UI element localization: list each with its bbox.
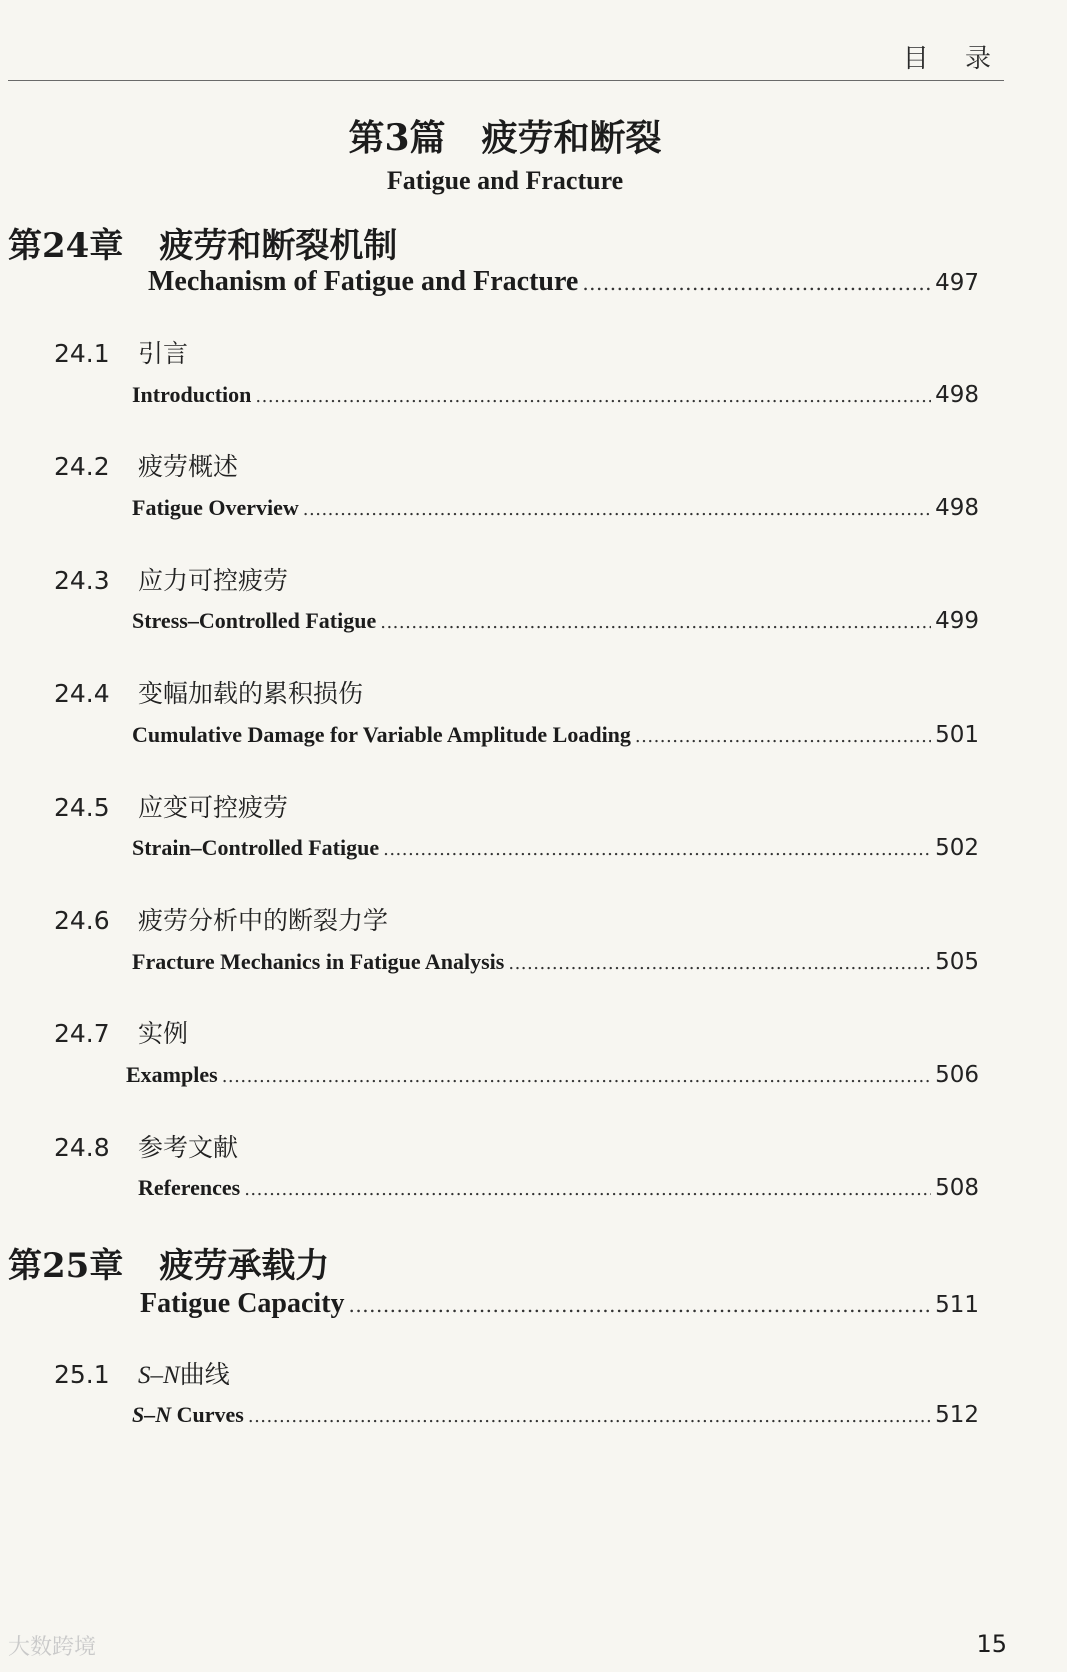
entry-label: Stress–Controlled Fatigue xyxy=(132,608,377,633)
section-25-1-cn: 25.1 S–N曲线 xyxy=(54,1360,230,1389)
part-title-en: Fatigue and Fracture xyxy=(386,166,624,195)
chapter-25-title-cn xyxy=(8,1238,329,1287)
toc-entry-24-4[interactable] xyxy=(132,722,979,748)
section-24-3-cn: 24.3 应力可控疲劳 xyxy=(54,566,289,595)
page-number: 512 xyxy=(935,1402,979,1428)
entry-label: Cumulative Damage for Variable Amplitude Loading xyxy=(132,722,631,747)
toc-entry-24-6[interactable] xyxy=(132,949,979,975)
entry-label: Introduction xyxy=(132,382,252,407)
toc-entry-chapter-24[interactable] xyxy=(148,266,979,298)
section-24-2-cn: 24.2 疲劳概述 xyxy=(54,452,239,481)
chapter-24-title-cn xyxy=(8,218,397,267)
leader-dots xyxy=(508,953,931,974)
chapter-title: 疲劳和断裂机制 xyxy=(159,226,398,266)
entry-label: References xyxy=(138,1175,241,1200)
page-number: 506 xyxy=(935,1062,979,1088)
section-24-8-cn: 24.8 参考文献 xyxy=(54,1133,239,1162)
section-24-6-cn: 24.6 疲劳分析中的断裂力学 xyxy=(54,906,389,935)
part-title-cn: 第3篇 疲劳和断裂 xyxy=(348,117,662,159)
toc-entry-24-7[interactable] xyxy=(126,1062,979,1088)
leader-dots xyxy=(635,726,931,747)
entry-label: Fatigue Overview xyxy=(132,495,299,520)
leader-dots xyxy=(244,1179,931,1200)
entry-label: Fatigue Capacity xyxy=(140,1288,345,1319)
page-number: 502 xyxy=(935,835,979,861)
section-24-4-cn: 24.4 变幅加载的累积损伤 xyxy=(54,679,364,708)
entry-label: Examples xyxy=(126,1062,218,1087)
toc-entry-24-5[interactable] xyxy=(132,835,979,861)
footer-page-number: 15 xyxy=(976,1630,1007,1658)
section-24-7-cn: 24.7 实例 xyxy=(54,1019,189,1048)
watermark-text: 大数跨境 xyxy=(8,1635,97,1660)
header-rule xyxy=(8,80,1004,81)
leader-dots xyxy=(383,839,931,860)
page-number: 498 xyxy=(935,495,979,521)
section-24-1-cn: 24.1 引言 xyxy=(54,339,189,368)
leader-dots xyxy=(248,1406,931,1427)
page-number: 498 xyxy=(935,382,979,408)
page-number: 508 xyxy=(935,1175,979,1201)
page-number: 511 xyxy=(935,1292,979,1318)
toc-entry-24-3[interactable] xyxy=(132,608,979,634)
entry-label: Mechanism of Fatigue and Fracture xyxy=(148,266,579,297)
leader-dots xyxy=(380,612,931,633)
entry-label: Strain–Controlled Fatigue xyxy=(132,835,380,860)
section-24-5-cn: 24.5 应变可控疲劳 xyxy=(54,793,289,822)
leader-dots xyxy=(255,386,931,407)
page-number: 499 xyxy=(935,608,979,634)
leader-dots xyxy=(582,271,931,295)
chapter-number: 第24章 xyxy=(8,226,124,266)
page-number: 501 xyxy=(935,722,979,748)
toc-entry-24-2[interactable] xyxy=(132,495,979,521)
toc-entry-25-1[interactable] xyxy=(132,1402,979,1428)
chapter-title: 疲劳承载力 xyxy=(159,1246,330,1286)
toc-entry-24-8[interactable] xyxy=(138,1175,979,1201)
page-number: 497 xyxy=(935,270,979,296)
toc-entry-24-1[interactable] xyxy=(132,382,979,408)
leader-dots xyxy=(222,1066,931,1087)
chapter-number: 第25章 xyxy=(8,1246,124,1286)
leader-dots xyxy=(349,1293,932,1317)
page-number: 505 xyxy=(935,949,979,975)
entry-label: Fracture Mechanics in Fatigue Analysis xyxy=(132,949,505,974)
entry-label: S–N Curves xyxy=(132,1402,244,1427)
page-header-title: 目 录 xyxy=(902,44,1005,74)
toc-entry-chapter-25[interactable] xyxy=(140,1288,979,1320)
leader-dots xyxy=(303,499,931,520)
